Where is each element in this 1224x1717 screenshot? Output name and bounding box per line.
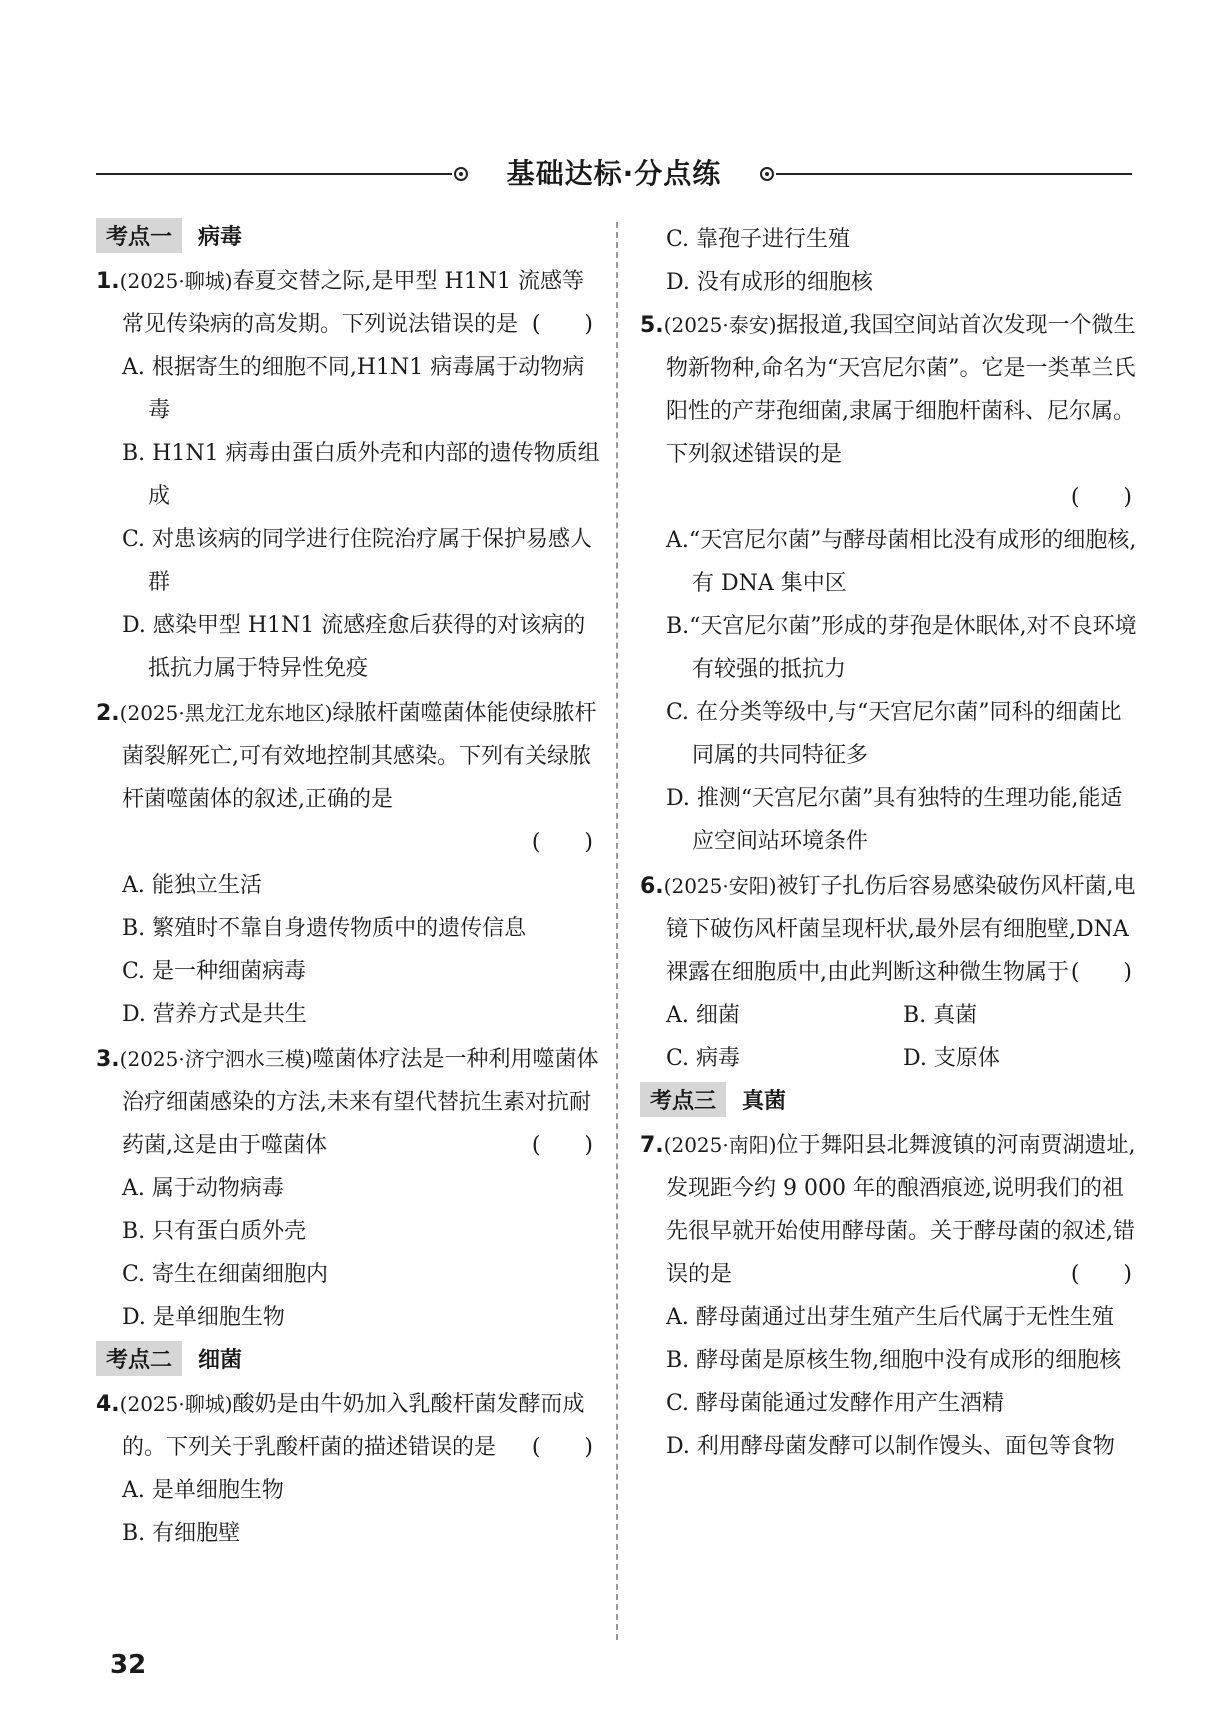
- question-stem: [96, 692, 601, 821]
- section-heading-3: [640, 1082, 1140, 1116]
- option-a[interactable]: A.“天宫尼尔菌”与酵母菌相比没有成形的细胞核,有 DNA 集中区: [666, 528, 1137, 596]
- section-name: 真菌: [742, 1088, 787, 1114]
- question-source: (2025·聊城): [119, 1392, 233, 1416]
- section-banner: [96, 152, 1132, 196]
- option-c[interactable]: C. 是一种细菌病毒: [122, 959, 307, 984]
- question-6: [640, 865, 1140, 1080]
- options-grid: [640, 994, 1140, 1080]
- question-source: (2025·聊城): [119, 269, 233, 293]
- section-heading-2: [96, 1341, 601, 1375]
- question-number: 5.: [640, 313, 664, 338]
- option-a[interactable]: A. 能独立生活: [122, 873, 262, 898]
- question-5: [640, 304, 1140, 863]
- option-d[interactable]: D. 感染甲型 H1N1 流感痊愈后获得的对该病的抵抗力属于特异性免疫: [122, 613, 586, 681]
- question-source: (2025·济宁泗水三模): [119, 1047, 313, 1071]
- option-c[interactable]: C. 对患该病的同学进行住院治疗属于保护易感人群: [122, 527, 593, 595]
- question-stem: [640, 1124, 1140, 1296]
- option-b[interactable]: B. 真菌: [903, 1003, 978, 1028]
- option-b[interactable]: B. 只有蛋白质外壳: [122, 1219, 307, 1244]
- question-source: (2025·泰安): [663, 313, 777, 337]
- question-number: 4.: [96, 1392, 120, 1417]
- answer-bracket[interactable]: ( ): [531, 1435, 593, 1460]
- option-c[interactable]: C. 在分类等级中,与“天宫尼尔菌”同科的细菌比同属的共同特征多: [666, 700, 1122, 768]
- banner-title: 基础达标·分点练: [506, 157, 722, 190]
- answer-bracket[interactable]: ( ): [531, 312, 593, 337]
- banner-line-left: [96, 173, 452, 175]
- option-d[interactable]: D. 是单细胞生物: [122, 1305, 285, 1330]
- question-stem: [96, 1038, 601, 1167]
- option-c[interactable]: C. 病毒: [666, 1046, 741, 1071]
- option-d[interactable]: D. 推测“天宫尼尔菌”具有独特的生理功能,能适应空间站环境条件: [666, 786, 1123, 854]
- question-stem: [96, 1383, 601, 1469]
- section-name: 细菌: [198, 1347, 243, 1373]
- section-tag: 考点三: [640, 1082, 726, 1117]
- option-c[interactable]: C. 寄生在细菌细胞内: [122, 1262, 329, 1287]
- question-4: [96, 1383, 601, 1555]
- option-a[interactable]: A. 酵母菌通过出芽生殖产生后代属于无性生殖: [666, 1305, 1114, 1330]
- question-2: [96, 692, 601, 1036]
- question-source: (2025·安阳): [663, 874, 777, 898]
- option-c[interactable]: C. 酵母菌能通过发酵作用产生酒精: [666, 1391, 1005, 1416]
- option-d[interactable]: D. 支原体: [903, 1046, 1000, 1071]
- option-d[interactable]: D. 利用酵母菌发酵可以制作馒头、面包等食物: [666, 1434, 1115, 1459]
- section-heading-1: [96, 218, 601, 252]
- question-3: [96, 1038, 601, 1339]
- question-text: 据报道,我国空间站首次发现一个微生物新物种,命名为“天宫尼尔菌”。它是一类革兰氏阳性的产芽孢细菌,隶属于细胞杆菌科、尼尔属。下列叙述错误的是: [666, 313, 1136, 467]
- answer-bracket[interactable]: ( ): [1070, 1262, 1132, 1287]
- option-d[interactable]: D. 营养方式是共生: [122, 1002, 307, 1027]
- question-1: [96, 260, 601, 690]
- answer-bracket[interactable]: ( ): [1070, 960, 1132, 985]
- option-a[interactable]: A. 属于动物病毒: [122, 1176, 284, 1201]
- right-column: [640, 218, 1140, 1470]
- left-column: [96, 218, 601, 1557]
- option-a[interactable]: A. 细菌: [666, 1003, 740, 1028]
- option-b[interactable]: B. 有细胞壁: [122, 1521, 241, 1546]
- question-text: 位于舞阳县北舞渡镇的河南贾湖遗址,发现距今约 9 000 年的酿酒痕迹,说明我们的祖先很早就开始使用酵母菌。关于酵母菌的叙述,错误的是: [666, 1133, 1136, 1287]
- question-number: 6.: [640, 874, 664, 899]
- question-source: (2025·黑龙江龙东地区): [119, 701, 333, 725]
- question-text: 被钉子扎伤后容易感染破伤风杆菌,电镜下破伤风杆菌呈现杆状,最外层有细胞壁,DNA 裸露在细胞质中,由此判断这种微生物属于: [666, 874, 1136, 985]
- question-number: 1.: [96, 269, 120, 294]
- section-tag: 考点二: [96, 1341, 182, 1376]
- section-tag: 考点一: [96, 218, 182, 253]
- option-b[interactable]: B. 繁殖时不靠自身遗传物质中的遗传信息: [122, 916, 527, 941]
- answer-bracket[interactable]: ( ): [1070, 485, 1132, 510]
- answer-bracket[interactable]: ( ): [531, 1133, 593, 1158]
- question-text: 噬菌体疗法是一种利用噬菌体治疗细菌感染的方法,未来有望代替抗生素对抗耐药菌,这是由于噬菌体: [122, 1047, 599, 1158]
- question-source: (2025·南阳): [663, 1133, 777, 1157]
- option-b[interactable]: B. H1N1 病毒由蛋白质外壳和内部的遗传物质组成: [122, 441, 600, 509]
- column-divider: [616, 222, 618, 1640]
- option-a[interactable]: A. 是单细胞生物: [122, 1478, 284, 1503]
- banner-circle-right-icon: [760, 167, 774, 181]
- question-text: 春夏交替之际,是甲型 H1N1 流感等常见传染病的高发期。下列说法错误的是: [122, 269, 584, 337]
- banner-circle-left-icon: [454, 167, 468, 181]
- question-7: [640, 1124, 1140, 1468]
- question-number: 2.: [96, 701, 120, 726]
- option-d[interactable]: D. 没有成形的细胞核: [666, 270, 873, 295]
- question-stem: [640, 304, 1140, 476]
- question-number: 7.: [640, 1133, 664, 1158]
- section-name: 病毒: [198, 224, 243, 250]
- page-number: 32: [110, 1650, 147, 1680]
- option-b[interactable]: B.“天宫尼尔菌”形成的芽孢是休眠体,对不良环境有较强的抵抗力: [666, 614, 1137, 682]
- option-c[interactable]: C. 靠孢子进行生殖: [666, 227, 851, 252]
- question-stem: [640, 865, 1140, 994]
- option-b[interactable]: B. 酵母菌是原核生物,细胞中没有成形的细胞核: [666, 1348, 1122, 1373]
- answer-bracket[interactable]: ( ): [531, 830, 593, 855]
- question-text: 绿脓杆菌噬菌体能使绿脓杆菌裂解死亡,可有效地控制其感染。下列有关绿脓杆菌噬菌体的叙述,正确的是: [122, 701, 597, 812]
- question-number: 3.: [96, 1047, 120, 1072]
- question-text: 酸奶是由牛奶加入乳酸杆菌发酵而成的。下列关于乳酸杆菌的描述错误的是: [122, 1392, 585, 1460]
- banner-line-right: [776, 173, 1132, 175]
- question-stem: [96, 260, 601, 346]
- option-a[interactable]: A. 根据寄生的细胞不同,H1N1 病毒属于动物病毒: [122, 355, 585, 423]
